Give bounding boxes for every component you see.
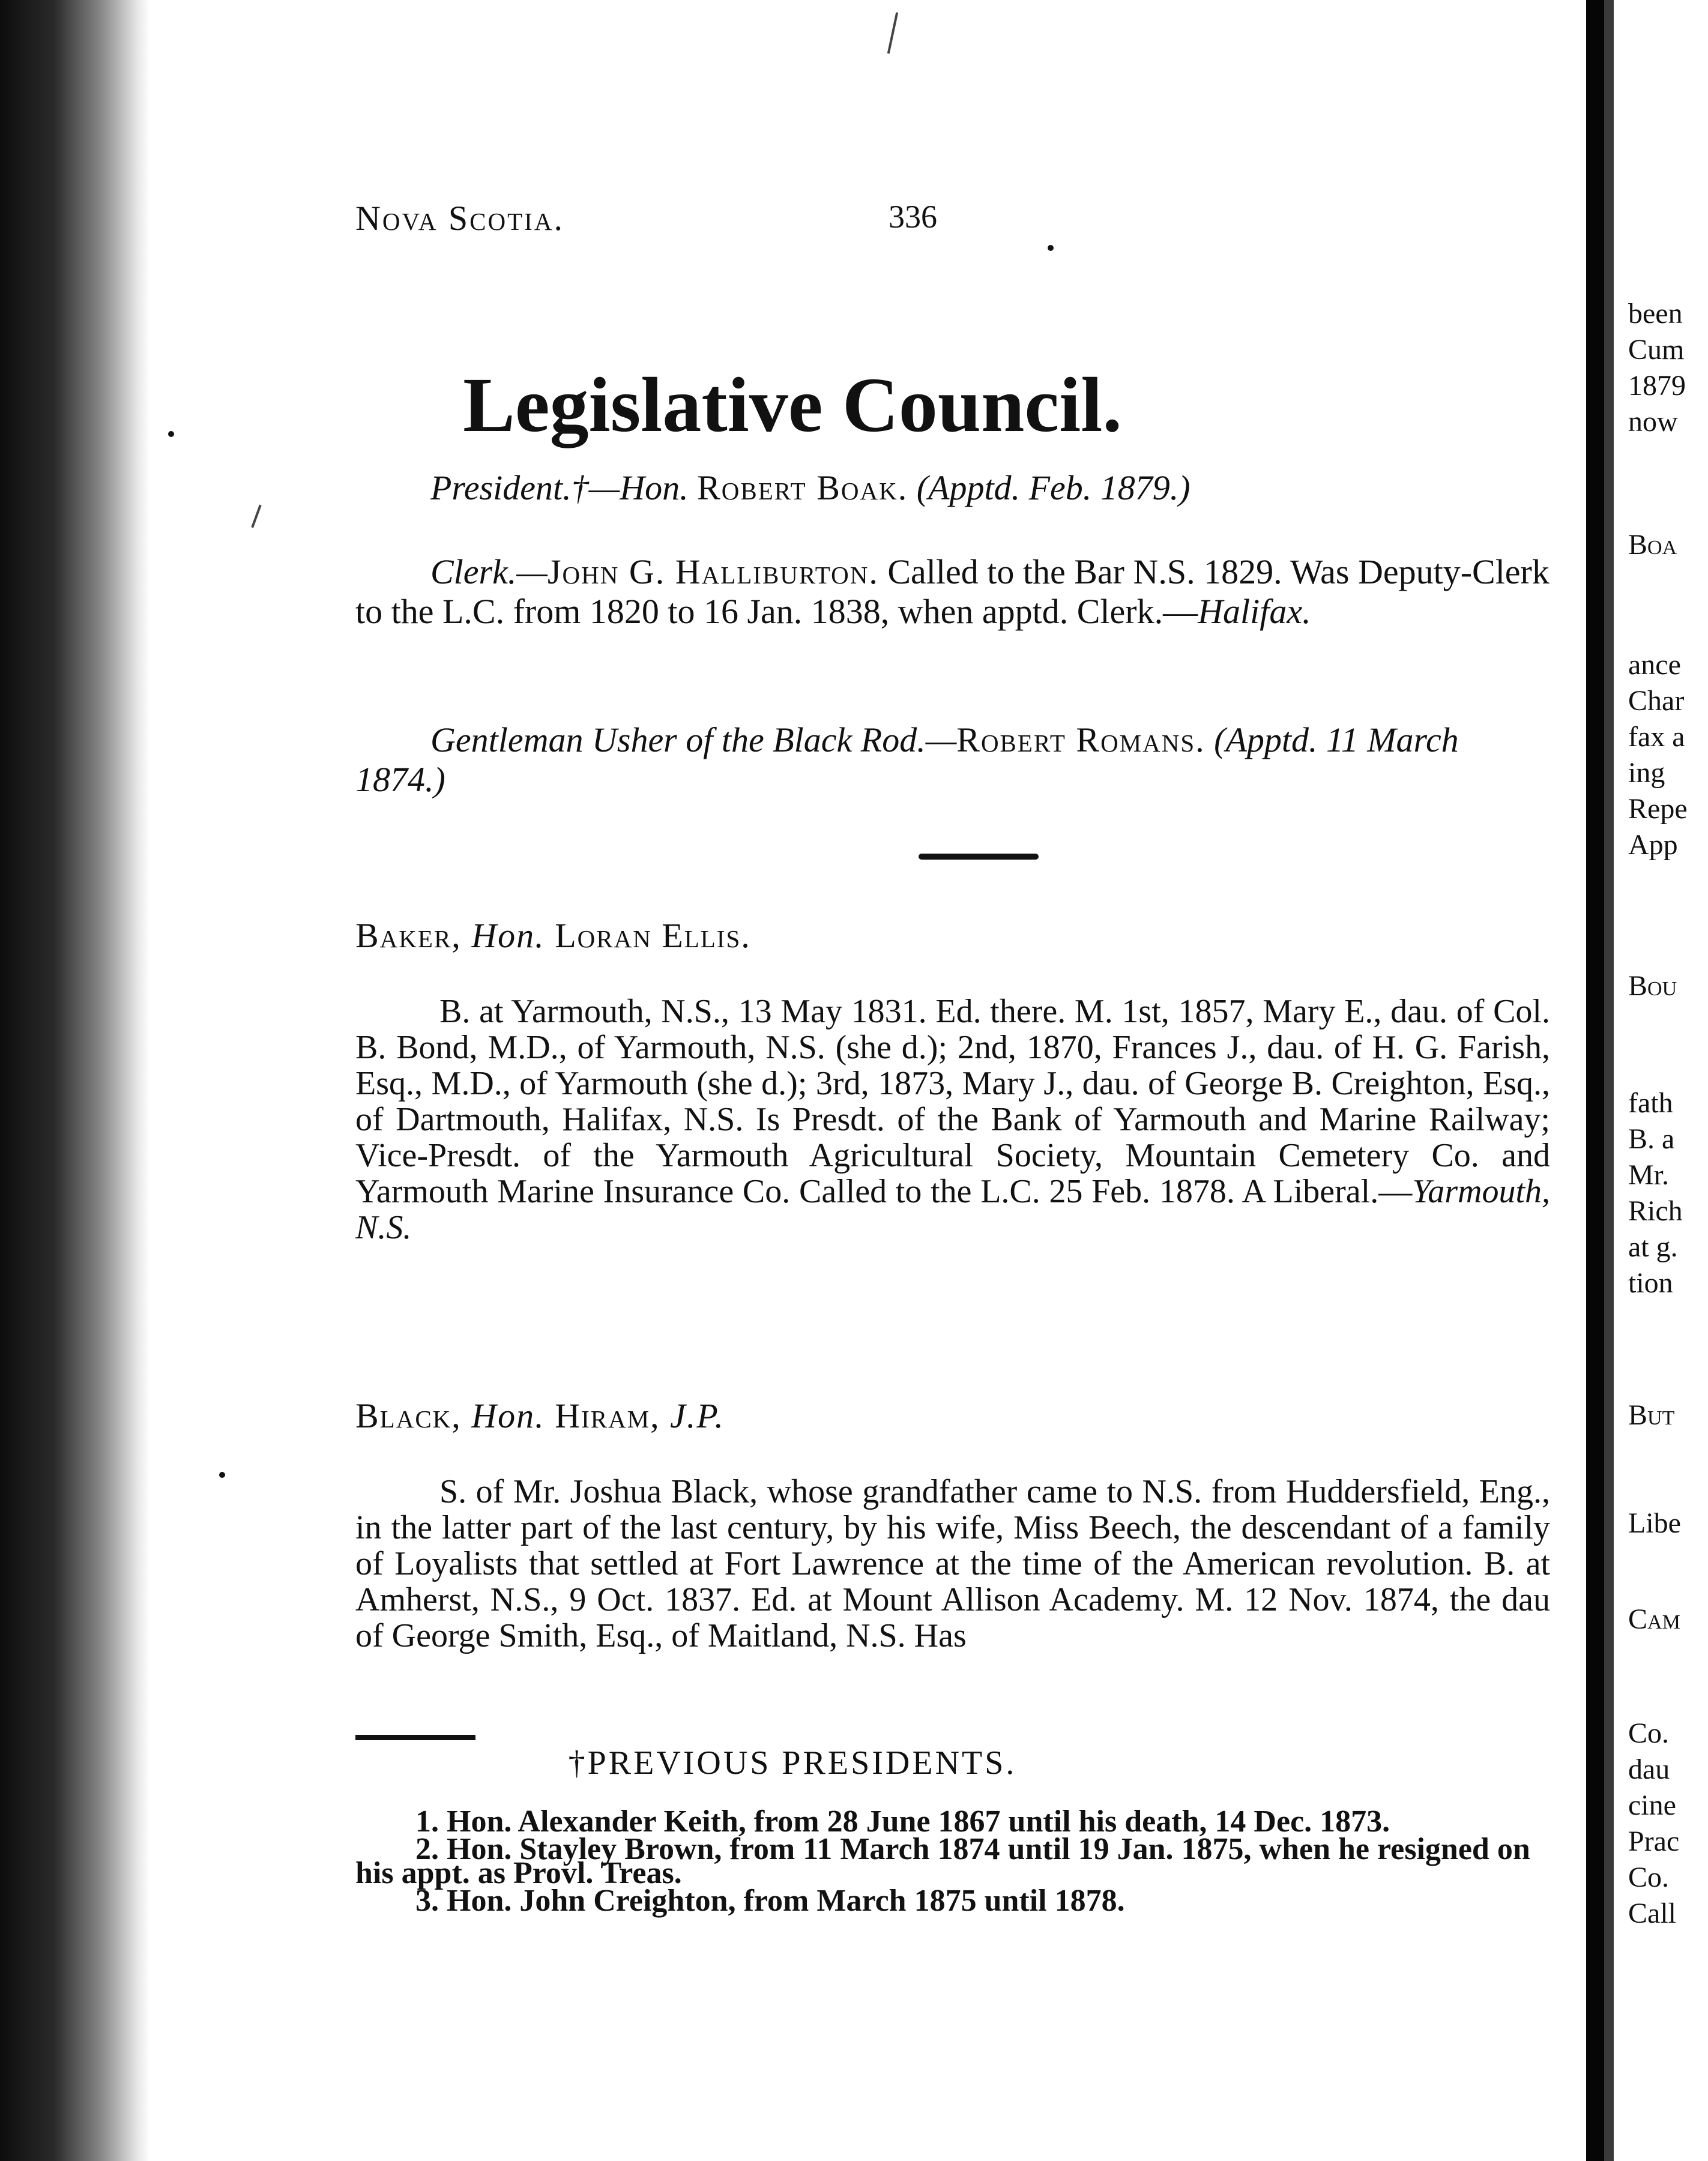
clerk-paragraph: [355, 552, 1556, 631]
adjacent-fragment: dau: [1628, 1753, 1670, 1785]
adjacent-fragment: Libe: [1628, 1507, 1681, 1539]
adjacent-fragment: Cum: [1628, 334, 1685, 366]
adjacent-fragment: App: [1628, 829, 1678, 861]
entry-bio-black: [355, 1474, 1550, 1654]
adjacent-fragment: Prac: [1628, 1825, 1680, 1857]
scan-mark: [251, 505, 261, 528]
entry-bio-baker: [355, 993, 1550, 1246]
ink-speck: [168, 431, 174, 437]
section-rule: [919, 854, 1039, 860]
usher-appointment: (Apptd. 11 March 1874.): [355, 720, 1459, 799]
adjacent-fragment: fax a: [1628, 721, 1685, 753]
entry-heading-baker: [355, 915, 751, 956]
adjacent-fragment: tion: [1628, 1267, 1673, 1299]
adjacent-fragment: B. a: [1628, 1123, 1675, 1155]
footnote-list: [355, 1804, 1556, 1918]
clerk-name: John G. Halliburton.: [547, 552, 879, 591]
usher-label: Gentleman Usher of the Black Rod.—: [430, 720, 957, 759]
entry-bio-text: S. of Mr. Joshua Black, whose grandfather came to N.S. from Huddersfield, Eng., in the latter part of the last century, by his wife, Miss Beech, the descendant of a family of Loyalists that settled at Fort Lawrence at the time of the American revolution. B. at Amherst, N.S., 9 Oct. 1837. Ed. at Mount Allison Academy. M. 12 Nov. 1874, the dau of George Smith, Esq., of Maitland, N.S. Has: [355, 1473, 1550, 1654]
ink-speck: [219, 1472, 225, 1478]
adjacent-fragment: Co.: [1628, 1717, 1670, 1749]
page-shadow-edge: [0, 0, 150, 2161]
footnote-heading: †PREVIOUS PRESIDENTS.: [568, 1744, 1017, 1782]
adjacent-fragment: Boa: [1628, 529, 1677, 561]
adjacent-fragment: at g.: [1628, 1231, 1678, 1263]
footnote-item: 1. Hon. Alexander Keith, from 28 June 1867 until his death, 14 Dec. 1873.: [415, 1804, 1390, 1839]
book-gutter: [1586, 0, 1604, 2161]
adjacent-fragment: ing: [1628, 757, 1665, 789]
usher-paragraph: [355, 720, 1556, 800]
clerk-text: Called to the Bar N.S. 1829. Was Deputy-Clerk to the L.C. from 1820 to 16 Jan. 1838, when apptd. Clerk.—: [355, 552, 1550, 631]
president-appointment: (Apptd. Feb. 1879.): [916, 468, 1190, 507]
page-title: Legislative Council.: [463, 362, 1122, 448]
ink-speck: [1048, 245, 1054, 251]
entry-given-name: Hiram,: [555, 1396, 660, 1435]
book-gutter-shade: [1604, 0, 1614, 2161]
footnote-rule: [355, 1735, 475, 1740]
adjacent-fragment: But: [1628, 1399, 1675, 1431]
entry-suffix: J.P.: [670, 1396, 725, 1435]
president-line: [355, 468, 1556, 508]
adjacent-fragment: fath: [1628, 1087, 1673, 1119]
entry-bio-text: B. at Yarmouth, N.S., 13 May 1831. Ed. there. M. 1st, 1857, Mary E., dau. of Col. B. Bond, M.D., of Yarmouth, N.S. (she d.); 2nd, 1870, Frances J., dau. of H. G. Farish, Esq., M.D., of Yarmouth (she d.); 3rd, 1873, Mary J., dau. of George B. Creighton, Esq., of Dartmouth, Halifax, N.S. Is Presdt. of the Bank of Yarmouth and Marine Railway; Vice-Presdt. of the Yarmouth Agricultural Society, Mountain Cemetery Co. and Yarmouth Marine Insurance Co. Called to the L.C. 25 Feb. 1878. A Liberal.—: [355, 993, 1550, 1210]
entry-surname: Baker,: [355, 916, 462, 955]
scan-mark: [887, 12, 898, 53]
usher-name: Robert Romans.: [956, 720, 1206, 759]
running-head: Nova Scotia.: [355, 199, 564, 238]
footnote-item: 2. Hon. Stayley Brown, from 11 March 1874 until 19 Jan. 1875, when he resigned on his appt. as Provl. Treas.: [355, 1832, 1530, 1890]
adjacent-fragment: ance: [1628, 649, 1681, 681]
clerk-residence: Halifax.: [1198, 592, 1311, 631]
adjacent-page-edge: [1614, 0, 1708, 2161]
adjacent-fragment: now: [1628, 406, 1678, 438]
clerk-label: Clerk.—: [430, 552, 548, 591]
entry-given-name: Loran Ellis.: [555, 916, 751, 955]
adjacent-fragment: cine: [1628, 1789, 1676, 1821]
adjacent-fragment: 1879: [1628, 370, 1686, 402]
page-number: 336: [889, 199, 937, 235]
entry-residence: Yarmouth, N.S.: [355, 1173, 1550, 1246]
adjacent-fragment: Bou: [1628, 970, 1677, 1002]
adjacent-fragment: been: [1628, 298, 1683, 330]
adjacent-fragment: Rich: [1628, 1195, 1683, 1227]
adjacent-fragment: Mr.: [1628, 1159, 1670, 1191]
president-name: Robert Boak.: [697, 468, 908, 507]
president-label: President.†—Hon.: [430, 468, 689, 507]
entry-heading-black: [355, 1396, 725, 1436]
entry-surname: Black,: [355, 1396, 462, 1435]
entry-honorific: Hon.: [471, 1396, 545, 1435]
adjacent-fragment: Co.: [1628, 1861, 1670, 1893]
adjacent-fragment: Char: [1628, 685, 1685, 717]
adjacent-fragment: Cam: [1628, 1603, 1680, 1635]
footnote-item: 3. Hon. John Creighton, from March 1875 until 1878.: [415, 1884, 1125, 1918]
adjacent-fragment: Repe: [1628, 793, 1688, 825]
entry-honorific: Hon.: [471, 916, 545, 955]
adjacent-fragment: Call: [1628, 1897, 1676, 1929]
